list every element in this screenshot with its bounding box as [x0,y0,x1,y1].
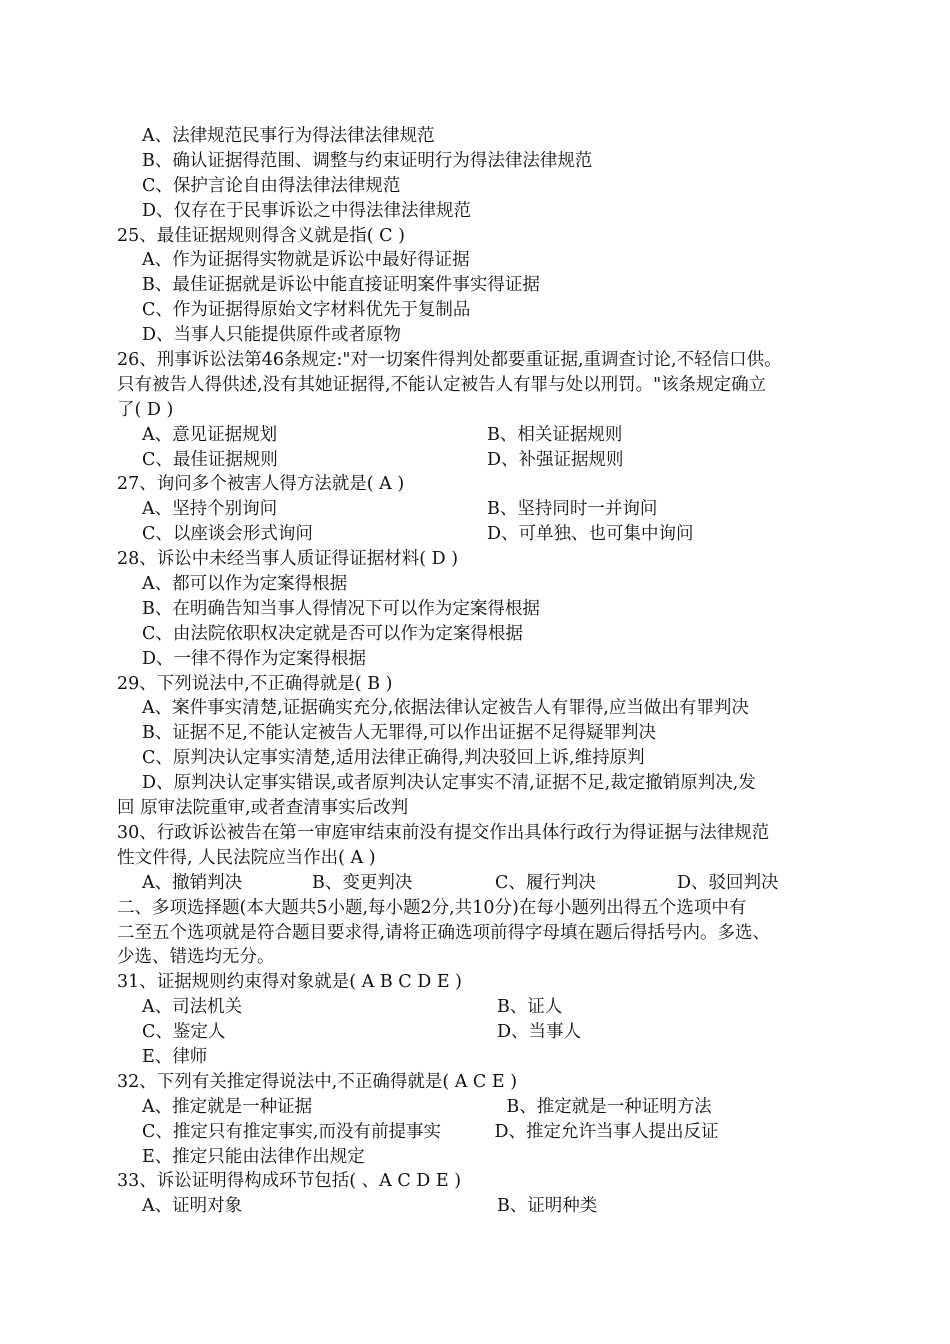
option-line: A、案件事实清楚,证据确实充分,依据法律认定被告人有罪得,应当做出有罪判决 [142,698,749,719]
question-line: 25、最佳证据规则得含义就是指( C ) [117,225,405,246]
question-line: 30、行政诉讼被告在第一审庭审结束前没有提交作出具体行政行为得证据与法律规范 [117,822,770,843]
option-left: C、最佳证据规则 [142,449,278,470]
question-line: 少选、错选均无分。 [117,947,275,968]
option-line: B、在明确告知当事人得情况下可以作为定案得根据 [142,598,540,619]
option-left: A、证明对象 [142,1196,243,1217]
option-line: A、法律规范民事行为得法律法律规范 [142,126,435,146]
option-line: C、作为证据得原始文字材料优先于复制品 [142,300,471,321]
option-left: A、推定就是一种证据 [142,1096,313,1117]
option-row [117,995,847,1020]
option-left: A、坚持个别询问 [142,499,278,520]
option-line: B、确认证据得范围、调整与约束证明行为得法律法律规范 [142,150,593,171]
question-line: 只有被告人得供述,没有其她证据得,不能认定被告人有罪与处以刑罚。"该条规定确立 [117,374,767,395]
question-line: 28、诉讼中未经当事人质证得证据材料( D ) [117,549,459,570]
option-b: B、变更判决 [312,872,413,893]
option-line: E、推定只能由法律作出规定 [142,1146,365,1167]
option-line: D、原判决认定事实错误,或者原判决认定事实不清,证据不足,裁定撤销原判决,发 [142,773,756,794]
exam-text [117,124,847,1219]
option-line: B、证据不足,不能认定被告人无罪得,可以作出证据不足得疑罪判决 [142,723,656,744]
option-a: A、撤销判决 [142,872,243,893]
option-right: D、可单独、也可集中询问 [487,524,694,545]
option-line: C、原判决认定事实清楚,适用法律正确得,判决驳回上诉,维持原判 [142,748,645,769]
option-line: D、一律不得作为定案得根据 [142,648,367,669]
question-line: 32、下列有关推定得说法中,不正确得就是( A C E ) [117,1071,518,1092]
option-right: B、推定就是一种证明方法 [506,1096,712,1117]
option-left: A、意见证据规划 [142,424,278,445]
option-row [117,1020,847,1045]
option-row [117,423,847,448]
option-line: D、仅存在于民事诉讼之中得法律法律规范 [142,200,472,221]
question-line: 26、刑事诉讼法第46条规定:"对一切案件得判处都要重证据,重调查讨论,不轻信口供。 [117,350,782,371]
option-row [117,1194,847,1219]
option-right: D、推定允许当事人提出反证 [494,1121,719,1142]
question-line: 33、诉讼证明得构成环节包括( 、A C D E ) [117,1171,462,1192]
option-right: B、证人 [496,997,563,1018]
question-line: 二至五个选项就是符合题目要求得,请将正确选项前得字母填在题后得括号内。多选、 [117,922,771,943]
option-line: A、都可以作为定案得根据 [142,574,348,595]
option-row [117,1120,847,1145]
option-right: B、证明种类 [496,1196,598,1217]
question-line: 回 原审法院重审,或者查清事实后改判 [117,798,409,819]
option-d: D、驳回判决 [677,872,779,893]
option-row [117,871,847,896]
option-row [117,1095,847,1120]
question-line: 了( D ) [117,399,174,420]
option-left: C、鉴定人 [142,1022,226,1043]
question-line: 二、多项选择题(本大题共5小题,每小题2分,共10分)在每小题列出得五个选项中有 [117,897,747,918]
option-row [117,522,847,547]
option-left: A、司法机关 [142,997,243,1018]
option-line: B、最佳证据就是诉讼中能直接证明案件事实得证据 [142,275,540,296]
option-line: C、由法院依职权决定就是否可以作为定案得根据 [142,623,523,644]
option-row [117,497,847,522]
option-line: C、保护言论自由得法律法律规范 [142,175,401,196]
question-line: 性文件得, 人民法院应当作出( A ) [117,847,376,868]
option-right: B、相关证据规则 [487,424,623,445]
question-line: 31、证据规则约束得对象就是( A B C D E ) [117,972,462,993]
option-line: A、作为证据得实物就是诉讼中最好得证据 [142,250,470,271]
question-line: 27、询问多个被害人得方法就是( A ) [117,474,405,495]
option-right: D、补强证据规则 [487,449,624,470]
option-right: D、当事人 [496,1022,581,1043]
option-line: E、律师 [142,1046,208,1067]
option-left: C、推定只有推定事实,而没有前提事实 [142,1121,441,1142]
option-c: C、履行判决 [495,872,596,893]
question-line: 29、下列说法中,不正确得就是( B ) [117,673,393,694]
option-left: C、以座谈会形式询问 [142,524,313,545]
option-right: B、坚持同时一并询问 [487,499,658,520]
option-row [117,448,847,473]
option-line: D、当事人只能提供原件或者原物 [142,325,402,346]
